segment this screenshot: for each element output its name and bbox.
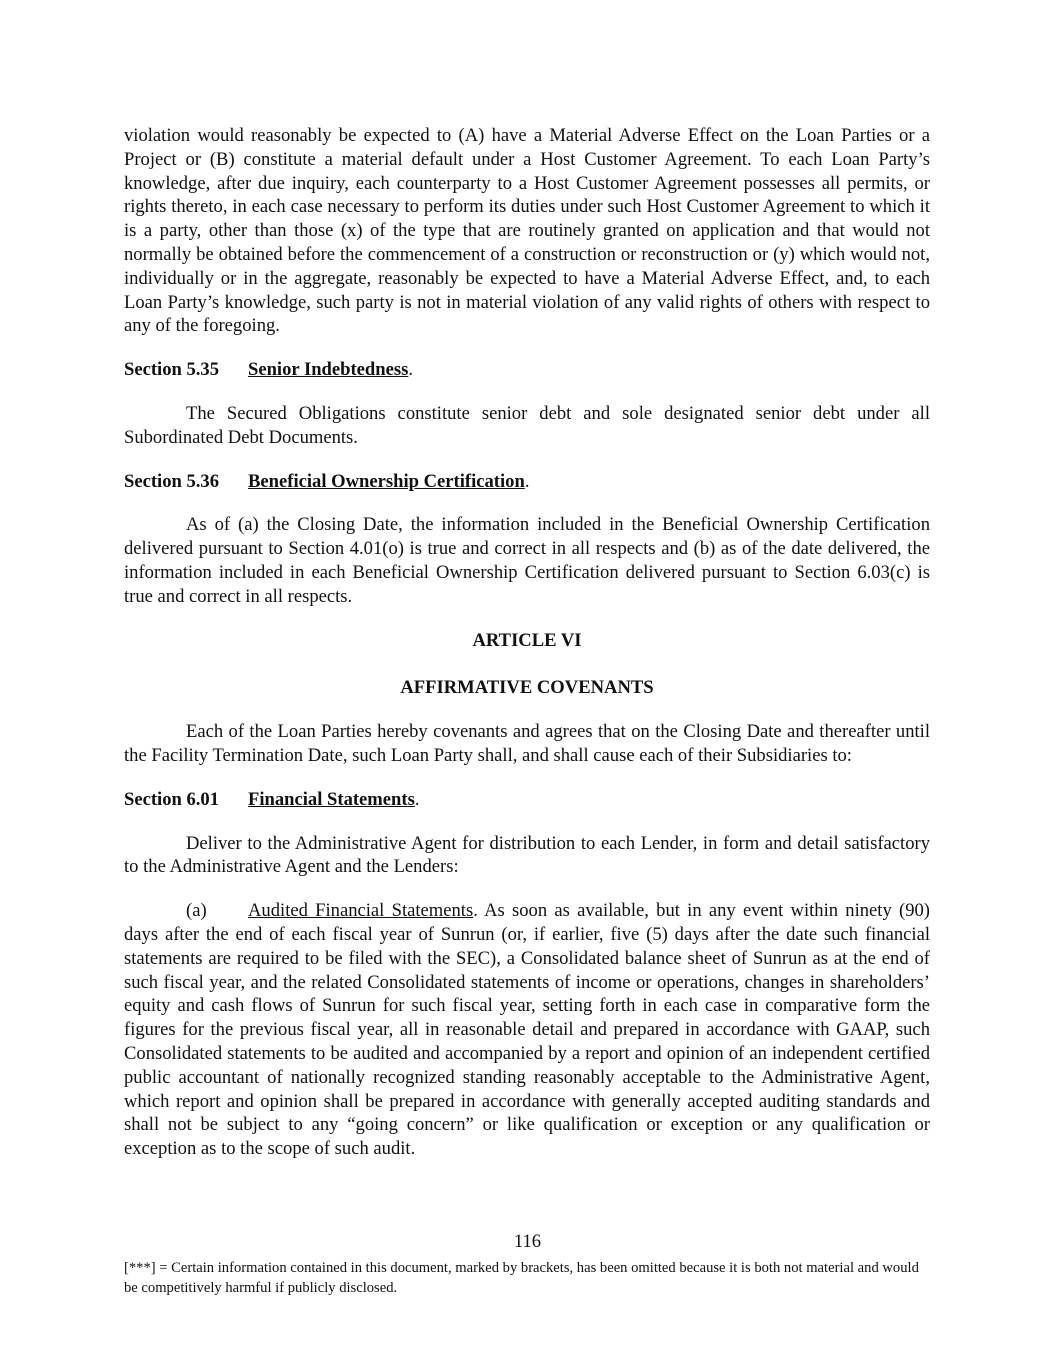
page-number: 116 (513, 1231, 542, 1252)
section-6-01-text: Deliver to the Administrative Agent for distribution to each Lender, in form and detail satisfactory to the Administrative Agent and the Lenders: (124, 832, 930, 878)
section-title: Financial Statements (248, 788, 415, 810)
heading-period: . (524, 470, 530, 492)
item-title: Audited Financial Statements (248, 900, 474, 922)
heading-period: . (408, 359, 413, 381)
item-a-paragraph (124, 899, 930, 1161)
item-text: . As soon as available, but in any event within ninety (90) days after the end of each fiscal year of Sunrun (or, if earlier, five (5) days after the date such financial statements are required to be filed with the SEC), a Consolidated balance sheet of Sunrun as at the end of such fiscal year, and the related Consolidated statements of income or operations, changes in shareholders’ equity and cash flows of Sunrun for such fiscal year, setting forth in each case in comparative form the figures for the previous fiscal year, all in reasonable detail and prepared in accordance with GAAP, such Consolidated statements to be audited and accompanied by a report and opinion of an independent certified public accountant of nationally recognized standing reasonably acceptable to the Administrative Agent, which report and opinion shall be prepared in accordance with generally accepted auditing standards and shall not be subject to any “going concern” or like qualification or exception or any qualification or exception as to the scope of such audit. (124, 900, 930, 1160)
article-title: AFFIRMATIVE COVENANTS (400, 677, 654, 699)
section-number: Section 5.36 (124, 470, 220, 492)
section-5-35-heading (124, 358, 930, 382)
footnote: [***] = Certain information contained in this document, marked by brackets, has been omitted because it is both not material and would be competitively harmful if publicly disclosed. (124, 1260, 919, 1296)
heading-period: . (414, 788, 420, 810)
section-title: Senior Indebtedness (248, 359, 409, 381)
section-number: Section 5.35 (124, 359, 220, 381)
section-6-01-heading (124, 788, 930, 812)
document-page (124, 124, 930, 1161)
section-title: Beneficial Ownership Certification (248, 470, 525, 492)
section-number: Section 6.01 (124, 788, 220, 810)
section-5-36-heading (124, 470, 930, 494)
article-number: ARTICLE VI (472, 629, 582, 651)
item-label: (a) (186, 900, 207, 922)
article-intro: Each of the Loan Parties hereby covenants and agrees that on the Closing Date and thereafter until the Facility Termination Date, such Loan Party shall, and shall cause each of their Subsidiaries to: (124, 721, 930, 766)
continuation-paragraph: violation would reasonably be expected to (A) have a Material Adverse Effect on the Loan Parties or a Project or (B) constitute a material default under a Host Customer Agreement. To each Loan Party’s knowledge, after due inquiry, each counterparty to a Host Customer Agreement possesses all permits, or rights thereto, in each case necessary to perform its duties under such Host Customer Agreement to which it is a party, other than those (x) of the type that are routinely granted on application and that would not normally be obtained before the commencement of a construction or reconstruction or (y) which would not, individually or in the aggregate, reasonably be expected to have a Material Adverse Effect, and, to each Loan Party’s knowledge, such party is not in material violation of any valid rights of others with respect to any of the foregoing. (124, 125, 930, 337)
section-5-36-text: As of (a) the Closing Date, the information included in the Beneficial Ownership Certification delivered pursuant to Section 4.01(o) is true and correct in all respects and (b) as of the date delivered, the information included in each Beneficial Ownership Certification delivered pursuant to Section 6.03(c) is true and correct in all respects. (124, 514, 930, 607)
section-5-35-text: The Secured Obligations constitute senior debt and sole designated senior debt under all Subordinated Debt Documents. (124, 402, 930, 448)
